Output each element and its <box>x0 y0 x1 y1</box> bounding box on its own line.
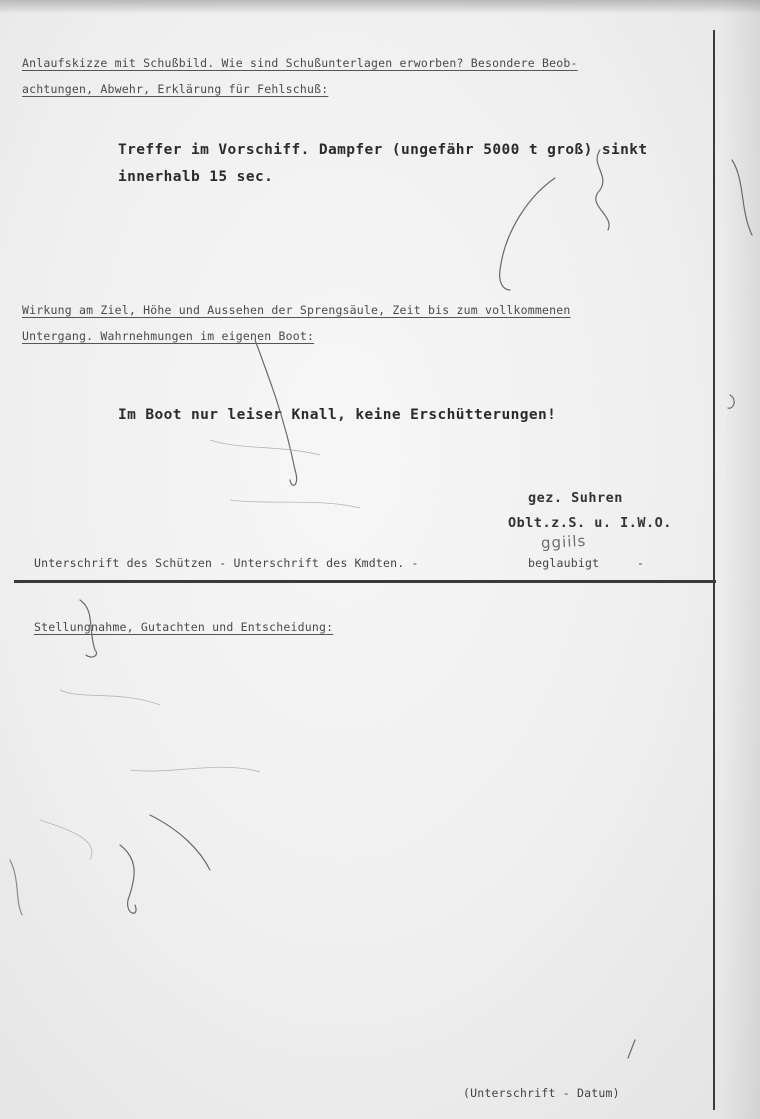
section1-label-line1: Anlaufskizze mit Schußbild. Wie sind Schußunterlagen erworben? Besondere Beob- <box>22 56 578 70</box>
scribble-mark <box>728 395 734 408</box>
bleed-through-mark <box>130 767 260 772</box>
signature-footer-line: Unterschrift des Schützen - Unterschrift des Kmdten. - <box>34 556 419 570</box>
scribble-mark <box>10 860 22 915</box>
scribble-mark <box>255 340 297 485</box>
scribble-mark <box>732 160 752 235</box>
section2-label-line2: Untergang. Wahrnehmungen im eigenen Boot: <box>22 329 315 343</box>
section3-label-line1: Stellungnahme, Gutachten und Entscheidung: <box>34 620 334 634</box>
scribble-mark <box>596 150 609 230</box>
scribble-mark <box>500 178 555 290</box>
bleed-through-mark <box>210 440 320 455</box>
signature-rank: Oblt.z.S. u. I.W.O. <box>508 515 672 531</box>
section1-label-line2: achtungen, Abwehr, Erklärung für Fehlschuß: <box>22 82 329 96</box>
scribble-mark <box>150 815 210 870</box>
bleed-through-mark <box>230 500 360 508</box>
section1-text-line1: Treffer im Vorschiff. Dampfer (ungefähr 5000 t groß) sinkt <box>118 142 648 158</box>
scribble-mark <box>120 845 136 913</box>
section2-text-line1: Im Boot nur leiser Knall, keine Erschütterungen! <box>118 407 557 423</box>
bleed-through-mark <box>60 690 160 705</box>
section2-label-line1: Wirkung am Ziel, Höhe und Aussehen der Sprengsäule, Zeit bis zum vollkommenen <box>22 303 571 317</box>
certified-label: beglaubigt <box>528 556 600 570</box>
handwritten-signature: ggiils <box>540 531 587 553</box>
section1-text-line2: innerhalb 15 sec. <box>118 169 274 185</box>
certified-dash: - <box>637 556 645 570</box>
bleed-through-mark <box>40 820 92 860</box>
signature-name: gez. Suhren <box>528 490 623 506</box>
scribble-mark <box>80 600 97 657</box>
signature-date-label: (Unterschrift - Datum) <box>463 1086 620 1100</box>
scribble-mark <box>628 1040 635 1058</box>
